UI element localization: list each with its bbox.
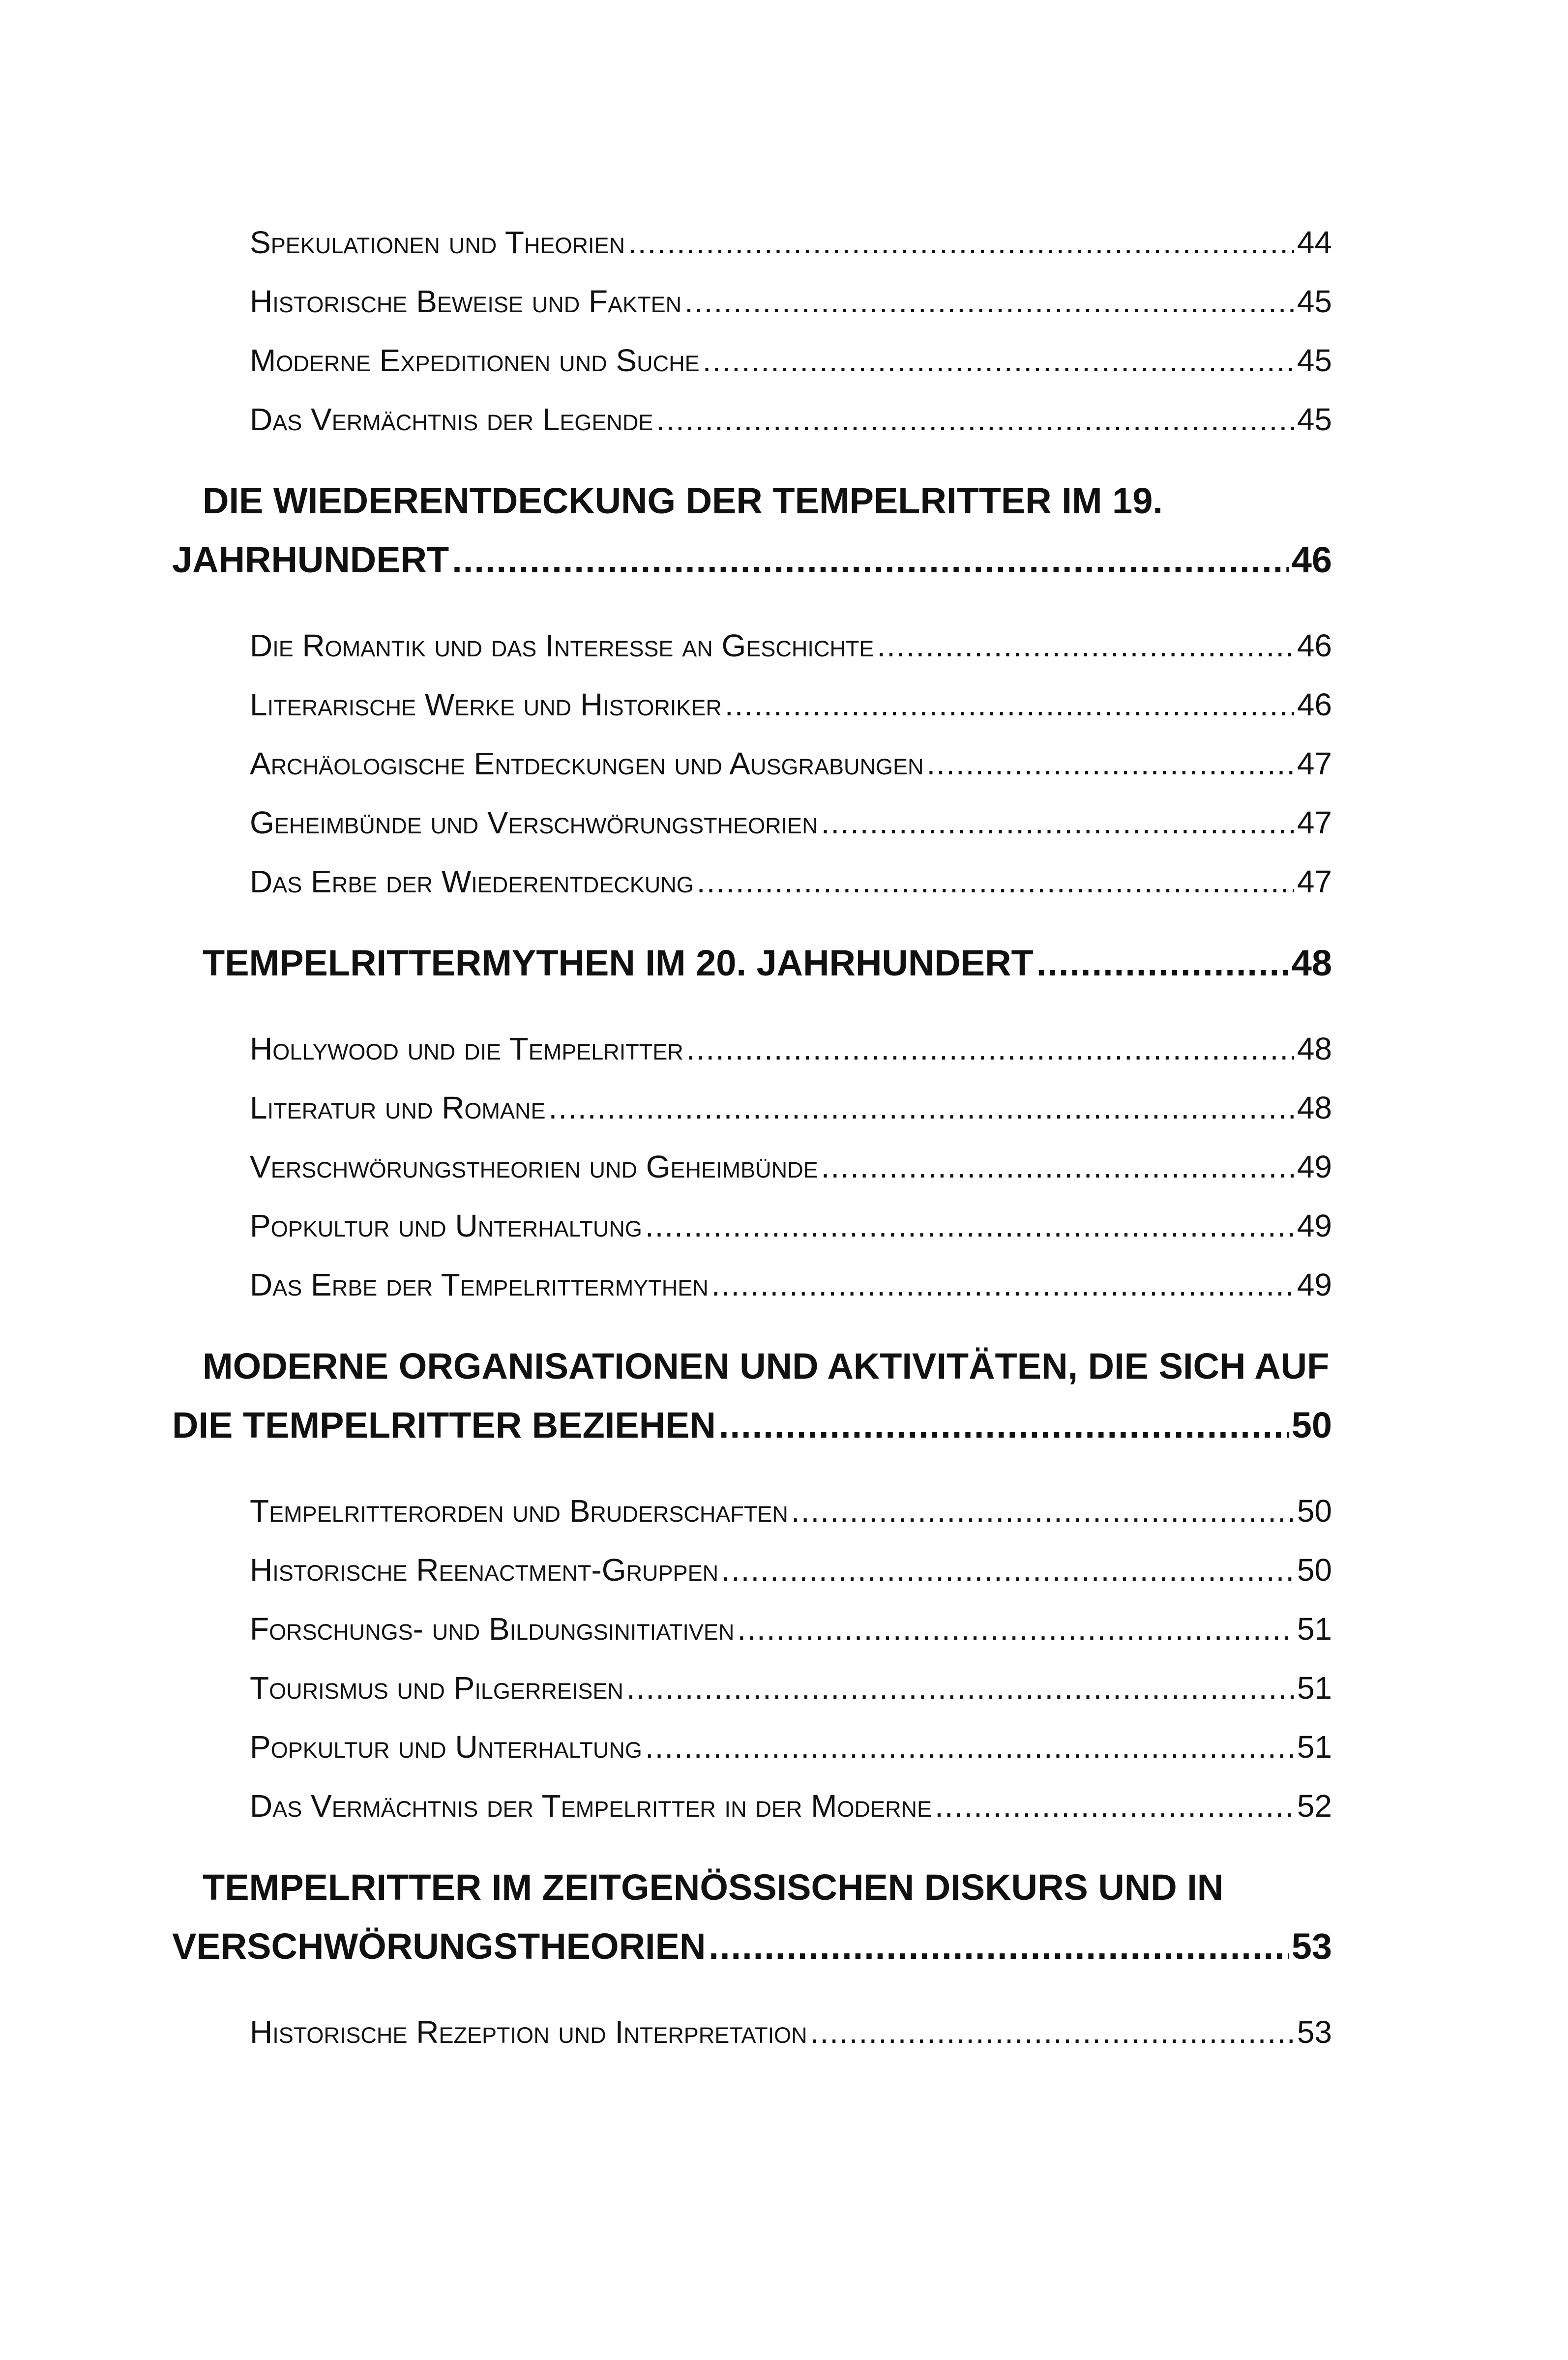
toc-subentry-title: Historische Beweise und Fakten (250, 284, 682, 319)
toc-subentry (250, 1208, 1332, 1252)
toc-page-number: 49 (1297, 1208, 1332, 1243)
toc-subentry-title: Historische Reenactment-Gruppen (250, 1552, 719, 1588)
dot-leader (821, 804, 1294, 841)
toc-page-number: 49 (1297, 1149, 1332, 1184)
dot-leader (791, 1493, 1294, 1529)
toc-page-number: 53 (1297, 2014, 1332, 2050)
toc-subentry (250, 1729, 1332, 1773)
toc-chapter (172, 539, 1332, 588)
toc-chapter-title-continued: VERSCHWÖRUNGSTHEORIEN (172, 1926, 706, 1967)
toc-subentry (250, 1149, 1332, 1193)
toc-page-number: 50 (1291, 1405, 1332, 1446)
dot-leader (645, 1208, 1294, 1244)
toc-page-number: 45 (1297, 284, 1332, 319)
dot-leader (656, 401, 1294, 438)
toc-subentry-title: Literarische Werke und Historiker (250, 687, 722, 722)
dot-leader (810, 2014, 1294, 2050)
toc-chapter-title-line (203, 480, 1332, 529)
toc-page-number: 44 (1297, 225, 1332, 260)
toc-chapter-title: DIE WIEDERENTDECKUNG DER TEMPELRITTER IM 19. (203, 480, 1163, 521)
toc-page-number: 47 (1297, 805, 1332, 840)
toc-subentry-title: Verschwörungstheorien und Geheimbünde (250, 1149, 818, 1184)
toc-chapter-title-line (203, 1866, 1332, 1916)
toc-chapter-title-line (203, 1345, 1332, 1394)
dot-leader (645, 1729, 1294, 1765)
toc-subentry-title: Moderne Expeditionen und Suche (250, 343, 700, 378)
toc-page-number: 48 (1297, 1090, 1332, 1125)
toc-subentry (250, 1090, 1332, 1134)
toc-page-number: 51 (1297, 1611, 1332, 1647)
toc-subentry-title: Spekulationen und Theorien (250, 225, 625, 260)
toc-subentry-title: Das Erbe der Tempelrittermythen (250, 1267, 709, 1302)
toc-subentry (250, 627, 1332, 672)
toc-page-number: 48 (1291, 943, 1332, 983)
toc-subentry (250, 1493, 1332, 1537)
toc-subentry (250, 745, 1332, 790)
toc-subentry (250, 401, 1332, 445)
toc-subentry (250, 804, 1332, 849)
toc-chapter-title: TEMPELRITTERMYTHEN IM 20. JAHRHUNDERT (203, 943, 1034, 983)
toc-subentry (250, 2014, 1332, 2058)
toc-subentry-title: Die Romantik und das Interesse an Geschichte (250, 628, 874, 663)
toc-subentry (250, 1788, 1332, 1832)
toc-subentry (250, 1552, 1332, 1596)
toc-page-number: 53 (1291, 1926, 1332, 1967)
toc-subentry-title: Popkultur und Unterhaltung (250, 1208, 642, 1243)
toc-subentry-title: Popkultur und Unterhaltung (250, 1729, 642, 1765)
toc-page-number: 48 (1297, 1031, 1332, 1066)
toc-page-number: 45 (1297, 402, 1332, 437)
dot-leader (686, 1031, 1294, 1067)
toc-subentry-title: Forschungs- und Bildungsinitiativen (250, 1611, 735, 1647)
toc-chapter-title-continued: DIE TEMPELRITTER BEZIEHEN (172, 1405, 716, 1446)
dot-leader (725, 686, 1294, 723)
dot-leader (737, 1611, 1294, 1647)
toc-subentry (250, 1670, 1332, 1714)
toc-page-number: 50 (1297, 1493, 1332, 1529)
toc-page-number: 52 (1297, 1788, 1332, 1824)
toc-subentry-title: Tempelritterorden und Bruderschaften (250, 1493, 788, 1529)
dot-leader (697, 863, 1294, 900)
toc-subentry-title: Historische Rezeption und Interpretation (250, 2014, 807, 2050)
dot-leader (877, 627, 1294, 664)
toc-chapter-title: MODERNE ORGANISATIONEN UND AKTIVITÄTEN, DIE SICH AUF (203, 1346, 1330, 1386)
dot-leader (549, 1090, 1294, 1126)
toc-subentry-title: Geheimbünde und Verschwörungstheorien (250, 805, 818, 840)
toc-chapter (203, 942, 1332, 991)
toc-page-number: 49 (1297, 1267, 1332, 1302)
dot-leader (452, 539, 1288, 581)
toc-chapter (172, 1404, 1332, 1453)
toc-subentry (250, 224, 1332, 268)
toc-subentry (250, 342, 1332, 386)
dot-leader (821, 1149, 1294, 1185)
toc-page-number: 47 (1297, 746, 1332, 781)
dot-leader (935, 1788, 1294, 1824)
dot-leader (721, 1552, 1294, 1588)
toc-subentry (250, 686, 1332, 731)
toc-subentry (250, 863, 1332, 908)
dot-leader (684, 283, 1294, 320)
toc-page-number: 51 (1297, 1729, 1332, 1765)
toc-subentry-title: Literatur und Romane (250, 1090, 546, 1125)
toc-page-number: 50 (1297, 1552, 1332, 1588)
toc-page-number: 46 (1297, 628, 1332, 663)
dot-leader (703, 342, 1294, 379)
toc-page-number: 47 (1297, 864, 1332, 899)
toc-subentry (250, 1031, 1332, 1075)
toc-page-number: 51 (1297, 1670, 1332, 1706)
toc-subentry (250, 283, 1332, 327)
toc-subentry-title: Das Erbe der Wiederentdeckung (250, 864, 694, 899)
dot-leader (626, 1670, 1294, 1706)
toc-subentry-title: Das Vermächtnis der Legende (250, 402, 653, 437)
dot-leader (927, 745, 1294, 782)
toc-page-number: 46 (1291, 539, 1332, 580)
toc-subentry-title: Tourismus und Pilgerreisen (250, 1670, 623, 1706)
dot-leader (711, 1267, 1294, 1303)
dot-leader (1036, 942, 1289, 984)
toc-chapter-title-continued: JAHRHUNDERT (172, 539, 449, 580)
toc-chapter (172, 1925, 1332, 1975)
toc-page-number: 45 (1297, 343, 1332, 378)
toc-subentry-title: Das Vermächtnis der Tempelritter in der Moderne (250, 1788, 932, 1824)
dot-leader (719, 1404, 1289, 1446)
toc-subentry-title: Hollywood und die Tempelritter (250, 1031, 683, 1066)
toc-chapter-title: TEMPELRITTER IM ZEITGENÖSSISCHEN DISKURS UND IN (203, 1867, 1224, 1908)
dot-leader (628, 224, 1294, 261)
toc-subentry-title: Archäologische Entdeckungen und Ausgrabungen (250, 746, 924, 781)
dot-leader (709, 1925, 1288, 1967)
toc-page-number: 46 (1297, 687, 1332, 722)
toc-subentry (250, 1267, 1332, 1311)
toc-subentry (250, 1611, 1332, 1655)
